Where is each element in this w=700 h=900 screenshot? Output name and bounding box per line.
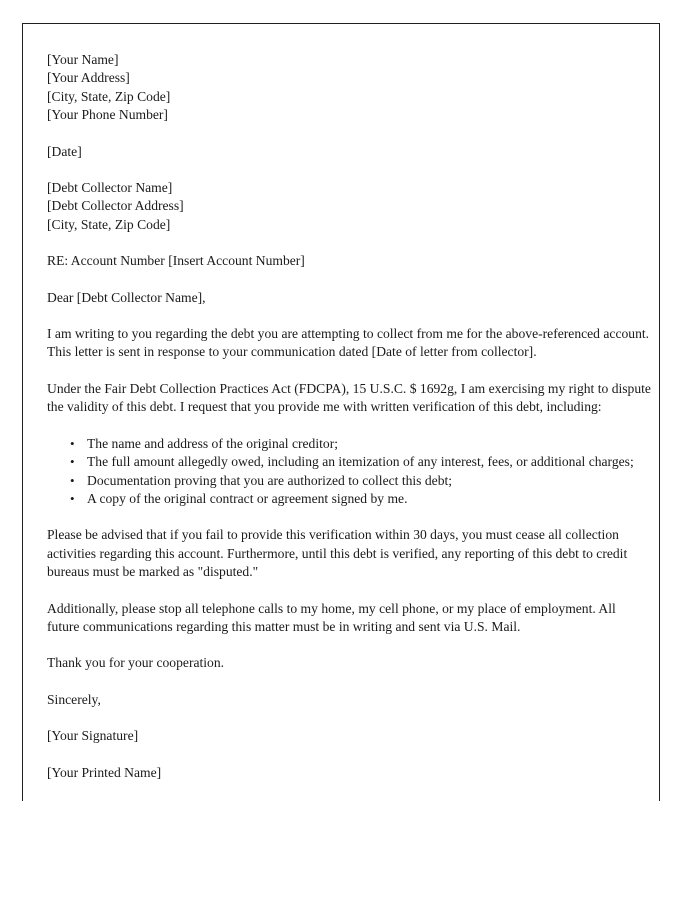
letter-body xyxy=(47,51,651,782)
recipient-city-state-zip-line: [City, State, Zip Code] xyxy=(47,216,171,232)
paragraph-thanks: Thank you for your cooperation. xyxy=(47,655,225,671)
paragraph-cease-collection: Please be advised that if you fail to provide this verification within 30 days, you must cease all collection activities regarding this account. Furthermore, until this debt is verified, any reporting of this debt to credit bureaus must be marked as "disputed." xyxy=(47,527,628,580)
letter-page xyxy=(22,23,660,801)
date-line: [Date] xyxy=(47,143,82,159)
verification-request-list xyxy=(47,435,651,509)
subject-line: RE: Account Number [Insert Account Number] xyxy=(47,253,305,269)
list-item: • The name and address of the original creditor; xyxy=(87,435,651,453)
sender-phone-line: [Your Phone Number] xyxy=(47,107,168,123)
paragraph-communications: Additionally, please stop all telephone calls to my home, my cell phone, or my place of employment. All future communications regarding this matter must be in writing and sent via U.S. Mail. xyxy=(47,600,616,634)
list-item: • Documentation proving that you are authorized to collect this debt; xyxy=(87,472,651,490)
signature-placeholder: [Your Signature] xyxy=(47,728,139,744)
salutation: Dear [Debt Collector Name], xyxy=(47,289,206,305)
recipient-name-line: [Debt Collector Name] xyxy=(47,180,173,196)
list-item: • A copy of the original contract or agreement signed by me. xyxy=(87,490,651,508)
list-item: • The full amount allegedly owed, including an itemization of any interest, fees, or additional charges; xyxy=(87,453,651,471)
printed-name-placeholder: [Your Printed Name] xyxy=(47,764,162,780)
paragraph-fdcpa: Under the Fair Debt Collection Practices Act (FDCPA), 15 U.S.C. $ 1692g, I am exercising my right to dispute the validity of this debt. I request that you provide me with written verification of this debt, including: xyxy=(47,380,651,415)
sender-address-block xyxy=(47,51,651,125)
recipient-street-line: [Debt Collector Address] xyxy=(47,198,184,214)
closing-line: Sincerely, xyxy=(47,691,101,707)
sender-street-line: [Your Address] xyxy=(47,70,130,86)
paragraph-intro: I am writing to you regarding the debt you are attempting to collect from me for the above-referenced account. This letter is sent in response to your communication dated [Date of letter from collector]. xyxy=(47,326,650,360)
recipient-address-block xyxy=(47,179,651,234)
sender-name-line: [Your Name] xyxy=(47,52,119,67)
sender-city-state-zip-line: [City, State, Zip Code] xyxy=(47,88,171,104)
